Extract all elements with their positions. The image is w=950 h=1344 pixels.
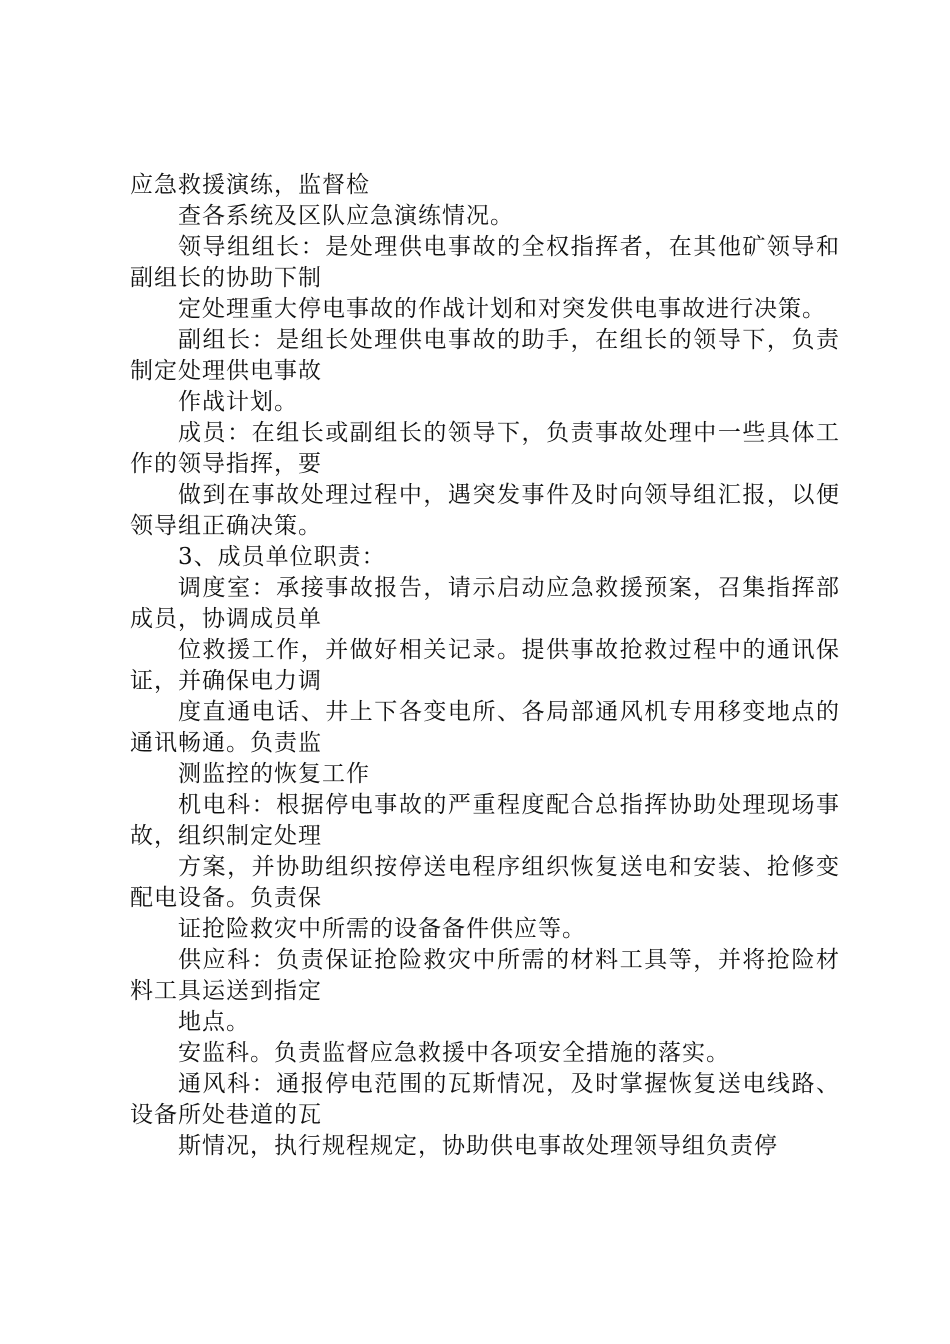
document-body — [130, 170, 840, 1162]
paragraph: 证抢险救灾中所需的设备备件供应等。 — [178, 916, 586, 942]
paragraph: 做到在事故处理过程中，遇突发事件及时向领导组汇报，以便领导组正确决策。 — [130, 482, 840, 539]
paragraph: 应急救援演练，监督检 — [130, 172, 370, 198]
paragraph: 供应科：负责保证抢险救灾中所需的材料工具等，并将抢险材料工具运送到指定 — [130, 947, 840, 1004]
paragraph: 方案，并协助组织按停送电程序组织恢复送电和安装、抢修变配电设备。负责保 — [130, 854, 840, 911]
paragraph: 通风科：通报停电范围的瓦斯情况，及时掌握恢复送电线路、设备所处巷道的瓦 — [130, 1071, 840, 1128]
paragraph: 副组长：是组长处理供电事故的助手，在组长的领导下，负责制定处理供电事故 — [130, 327, 840, 384]
paragraph: 斯情况，执行规程规定，协助供电事故处理领导组负责停 — [178, 1133, 778, 1159]
paragraph: 定处理重大停电事故的作战计划和对突发供电事故进行决策。 — [178, 296, 826, 322]
paragraph: 地点。 — [178, 1009, 250, 1035]
paragraph: 度直通电话、井上下各变电所、各局部通风机专用移变地点的通讯畅通。负责监 — [130, 699, 840, 756]
paragraph: 测监控的恢复工作 — [178, 761, 370, 787]
paragraph: 作战计划。 — [178, 389, 298, 415]
paragraph: 领导组组长：是处理供电事故的全权指挥者，在其他矿领导和副组长的协助下制 — [130, 234, 840, 291]
paragraph: 查各系统及区队应急演练情况。 — [178, 203, 514, 229]
paragraph: 机电科：根据停电事故的严重程度配合总指挥协助处理现场事故，组织制定处理 — [130, 792, 840, 849]
paragraph: 调度室：承接事故报告，请示启动应急救援预案，召集指挥部成员，协调成员单 — [130, 575, 840, 632]
paragraph: 安监科。负责监督应急救援中各项安全措施的落实。 — [178, 1040, 730, 1066]
paragraph: 位救援工作，并做好相关记录。提供事故抢救过程中的通讯保证，并确保电力调 — [130, 637, 840, 694]
section-heading: 3、成员单位职责： — [178, 544, 386, 570]
paragraph: 成员：在组长或副组长的领导下，负责事故处理中一些具体工作的领导指挥，要 — [130, 420, 840, 477]
